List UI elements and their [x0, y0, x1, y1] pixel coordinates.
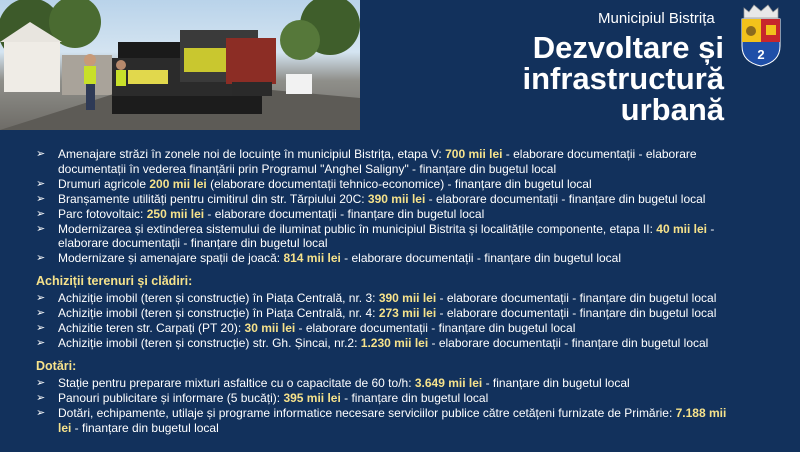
list-item: ➢ Stație pentru preparare mixturi asfaltice cu o capacitate de 60 to/h: 3.649 mii lei - finanțare din bugetul local [36, 376, 630, 390]
list-item: ➢ Panouri publicitare și informare (5 bucăți): 395 mii lei - finanțare din bugetul local [36, 391, 489, 405]
title-line: Dezvoltare și [532, 30, 724, 65]
arrow-bullet-icon: ➢ [36, 337, 46, 349]
arrow-bullet-icon: ➢ [36, 292, 46, 304]
list-item: ➢ Parc fotovoltaic: 250 mii lei - elaborare documentații - finanțare din bugetul local [36, 206, 485, 221]
arrow-bullet-icon: ➢ [36, 177, 46, 190]
arrow-bullet-icon: ➢ [36, 322, 46, 334]
arrow-bullet-icon: ➢ [36, 207, 46, 220]
list-item: ➢ Achiziție imobil (teren și construcție) în Piața Centrală, nr. 4: 273 mii lei - elaborare documentații - finanțare din bugetul local [36, 306, 717, 320]
arrow-bullet-icon: ➢ [36, 192, 46, 205]
list-item: ➢ Drumuri agricole 200 mii lei (elaborare documentații tehnico-economice) - finanțare din bugetul local [36, 176, 592, 191]
acquisitions-list [36, 291, 736, 351]
road-construction-photo [0, 0, 360, 130]
arrow-bullet-icon: ➢ [36, 148, 46, 160]
list-item: ➢ Branșamente utilități pentru cimitirul din str. Tărpiului 20C: 390 mii lei - elaborare documentații - finanțare din bugetul local [36, 191, 706, 206]
list-item: ➢ Dotări, echipamente, utilaje și programe informatice necesare serviciilor publice către cetățeni furnizate de Primărie: 7.188 mii lei - finanțare din bugetul local [36, 406, 727, 435]
list-item: ➢ Achiziție imobil (teren și construcție) str. Gh. Șincai, nr.2: 1.230 mii lei - elaborare documentații - finanțare din bugetul local [36, 336, 709, 350]
arrow-bullet-icon: ➢ [36, 307, 46, 319]
arrow-bullet-icon: ➢ [36, 222, 46, 235]
title-line: infrastructură [522, 61, 724, 96]
projects-list [36, 147, 736, 266]
arrow-bullet-icon: ➢ [36, 252, 46, 264]
equipment-list [36, 376, 736, 435]
list-item: ➢ Modernizare și amenajare spații de joacă: 814 mii lei - elaborare documentații - finanțare din bugetul local [36, 251, 621, 265]
arrow-bullet-icon: ➢ [36, 392, 46, 404]
page-title [424, 32, 724, 125]
list-item: ➢ Achizitie teren str. Carpați (PT 20): 30 mii lei - elaborare documentații - finanțare din bugetul local [36, 321, 576, 335]
list-item: ➢ Modernizarea și extinderea sistemului de iluminat public în municipiul Bistrita și localitățile componente, etapa II: 40 mii lei - elaborare documentații - finanțare din bugetul local [36, 221, 715, 250]
arrow-bullet-icon: ➢ [36, 407, 46, 419]
city-crest-icon [738, 2, 784, 68]
content-list [36, 147, 736, 436]
list-item: ➢ Achiziție imobil (teren și construcție) în Piața Centrală, nr. 3: 390 mii lei - elaborare documentații - finanțare din bugetul local [36, 291, 717, 305]
photo-illustration [0, 0, 360, 130]
title-line: urbană [620, 92, 724, 127]
svg-text:2: 2 [757, 47, 765, 62]
section-title-equipment: Dotări: [36, 358, 77, 373]
list-item: ➢ Amenajare străzi în zonele noi de locuințe în municipiul Bistrița, etapa V: 700 mii lei - elaborare documentații - elaborare documentații în vederea finanțării prin Programul "Anghel Saligny" - finanțare din bugetul local [36, 147, 697, 176]
arrow-bullet-icon: ➢ [36, 377, 46, 389]
brand-municipality: Municipiul Bistrița [598, 10, 715, 27]
header [0, 0, 800, 130]
section-title-acquisitions: Achiziții terenuri și clădiri: [36, 273, 193, 288]
